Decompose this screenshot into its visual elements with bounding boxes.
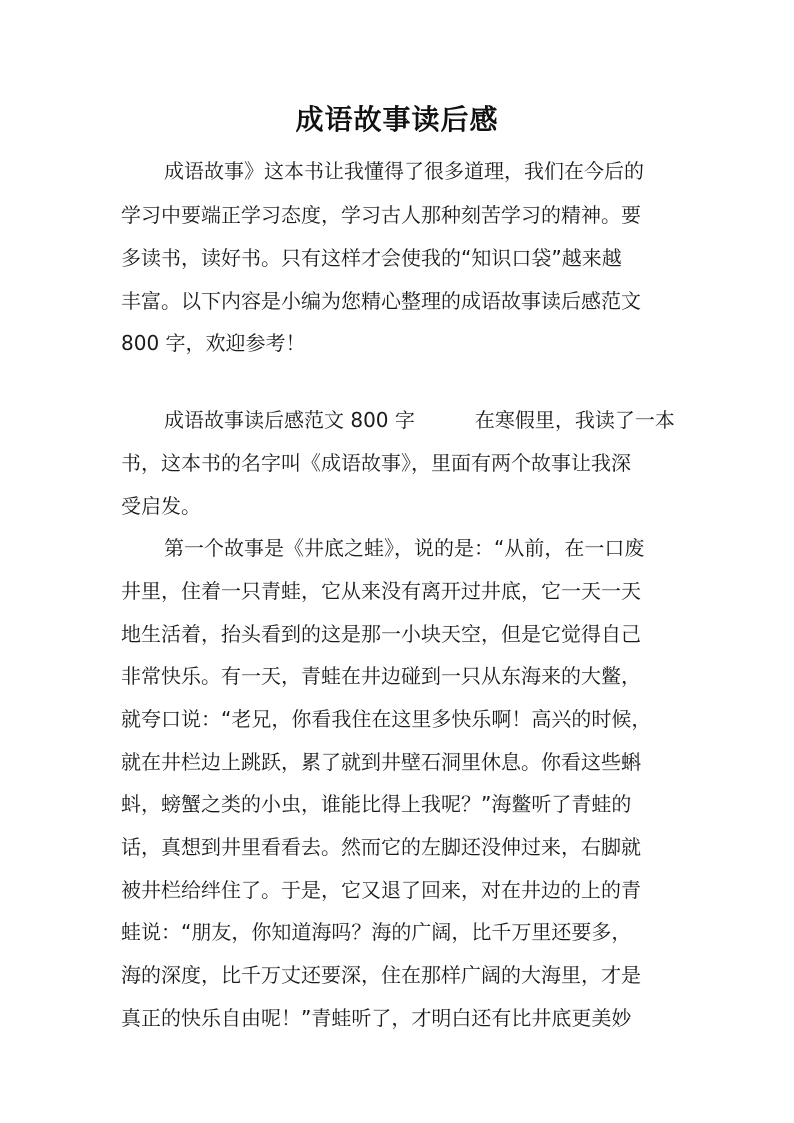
paragraph-1-line-3: 多读书，读好书。只有这样才会使我的“知识口袋”越来越 [121, 246, 622, 270]
document-title: 成语故事读后感 [295, 103, 499, 136]
paragraph-3-line-8: 话，真想到井里看看去。然而它的左脚还没伸过来，右脚就 [121, 835, 641, 859]
paragraph-3-line-9: 被井栏给绊住了。于是，它又退了回来，对在井边的上的青 [121, 878, 641, 902]
paragraph-1-line-5: 800 字，欢迎参考！ [121, 331, 306, 355]
paragraph-3-line-11: 海的深度，比千万丈还要深，住在那样广阔的大海里，才是 [121, 963, 641, 987]
paragraph-3-line-7: 蚪，螃蟹之类的小虫，谁能比得上我呢？”海鳖听了青蛙的 [121, 792, 632, 816]
paragraph-3-line-3: 地生活着，抬头看到的这是那一小块天空，但是它觉得自己 [121, 622, 641, 646]
paragraph-3-line-10: 蛙说：“朋友，你知道海吗？海的广阔，比千万里还要多， [121, 920, 632, 944]
paragraph-2-line-2: 书，这本书的名字叫《成语故事》，里面有两个故事让我深 [121, 451, 631, 475]
paragraph-2-line-3: 受启发。 [121, 494, 201, 518]
paragraph-3-line-6: 就在井栏边上跳跃，累了就到井壁石洞里休息。你看这些蝌 [121, 750, 641, 774]
paragraph-2-line-1: 成语故事读后感范文 800 字 在寒假里，我读了一本 [164, 408, 675, 432]
paragraph-1-line-4: 丰富。以下内容是小编为您精心整理的成语故事读后感范文 [121, 289, 641, 313]
paragraph-1-line-1: 成语故事》这本书让我懂得了很多道理，我们在今后的 [164, 159, 644, 183]
paragraph-3-line-12: 真正的快乐自由呢！”青蛙听了，才明白还有比井底更美妙 [121, 1006, 632, 1030]
paragraph-3-line-5: 就夸口说：“老兄，你看我住在这里多快乐啊！高兴的时候， [121, 707, 652, 731]
paragraph-3-line-2: 井里，住着一只青蛙，它从来没有离开过井底，它一天一天 [121, 579, 641, 603]
paragraph-1-line-2: 学习中要端正学习态度，学习古人那种刻苦学习的精神。要 [121, 203, 641, 227]
paragraph-3-line-4: 非常快乐。有一天，青蛙在井边碰到一只从东海来的大鳖， [121, 664, 641, 688]
paragraph-3-line-1: 第一个故事是《井底之蛙》，说的是：“从前，在一口废 [164, 536, 645, 560]
